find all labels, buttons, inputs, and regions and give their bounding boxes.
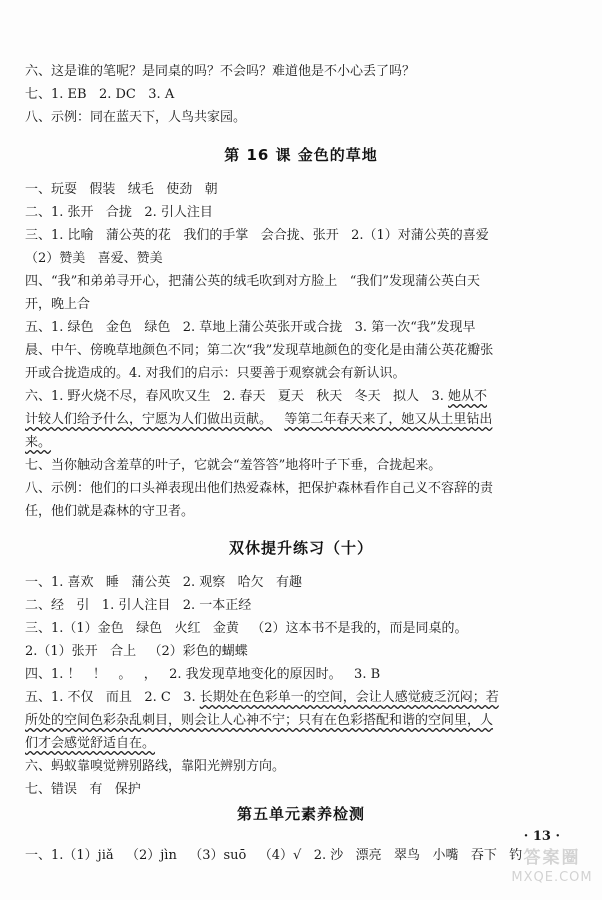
answer-line: 三、1.（1）金色 绿色 火红 金黄 （2）这本书不是我的，而是同桌的。 [25,621,468,636]
section-title-unit5-test: 第五单元素养检测 [236,805,365,823]
answer-line: 一、1. 喜欢 睡 蒲公英 2. 观察 哈欠 有趣 [25,575,303,590]
answer-line: 晨、中午、傍晚草地颜色不同；第二次“我”发现草地颜色的变化是由蒲公英花瓣张 [25,343,494,358]
answer-line: 任，他们就是森林的守卫者。 [25,504,195,519]
watermark-url: MXQE.COM [511,870,593,885]
page-number: · 13 · [523,829,560,844]
answer-line: 计较人们给予什么，宁愿为人们做出贡献。 等第二年春天来了，她又从土里钻出 [25,412,493,427]
answer-line: （2）赞美 喜爱、赞美 [25,251,163,266]
answer-line: 八、示例：同在蓝天下，人鸟共家园。 [25,110,247,125]
answer-line: 开或合拢造成的。4. 对我们的启示：只要善于观察就会有新认识。 [25,366,406,381]
answer-line: 六、这是谁的笔呢？是同桌的吗？不会吗？难道他是不小心丢了吗？ [25,64,416,79]
answer-line: 七、错误 有 保护 [25,782,141,797]
answer-line: 八、示例：他们的口头禅表现出他们热爱森林，把保护森林看作自己义不容辞的责 [25,481,494,496]
answer-line: 所处的空间色彩杂乱刺目，则会让人心神不宁；只有在色彩搭配和谐的空间里，人 [25,713,494,728]
answer-line: 七、1. EB 2. DC 3. A [25,87,175,102]
watermark-logo [508,848,596,894]
answer-line: 开，晚上合 [25,297,91,312]
answer-line: 五、1. 不仅 而且 2. C 3. 长期处在色彩单一的空间，会让人感觉疲乏沉闷；若 [25,690,499,705]
answer-line: 二、经 引 1. 引人注目 2. 一本正经 [25,598,252,613]
answer-line: 二、1. 张开 合拢 2. 引人注目 [25,205,213,220]
watermark-text: 答案圈 [523,848,581,868]
answer-line: 来。 [25,435,52,450]
answer-line: 五、1. 绿色 金色 绿色 2. 草地上蒲公英张开或合拢 3. 第一次“我”发现早 [25,320,476,335]
answer-line: 一、1.（1）jiǎ （2）jìn （3）suō （4）√ 2. 沙 漂亮 翠鸟 小嘴 吞下 钓 [25,848,523,863]
section-title-lesson16: 第 16 课 金色的草地 [224,146,378,164]
answer-line: 七、当你触动含羞草的叶子，它就会“羞答答”地将叶子下垂，合拢起来。 [25,458,442,473]
answer-line: 2.（1）张开 合上 （2）彩色的蝴蝶 [25,644,248,659]
answer-line: 三、1. 比喻 蒲公英的花 我们的手掌 会合拢、张开 2.（1）对蒲公英的喜爱 [25,228,489,243]
answer-line: 一、玩耍 假装 绒毛 使劲 朝 [25,182,218,197]
answer-line: 六、蚂蚁靠嗅觉辨别路线，靠阳光辨别方向。 [25,759,286,774]
answer-line: 六、1. 野火烧不尽，春风吹又生 2. 春天 夏天 秋天 冬天 拟人 3. 她从不 [25,389,488,404]
section-title-practice10: 双休提升练习（十） [228,539,373,557]
answer-line: 四、“我”和弟弟寻开心，把蒲公英的绒毛吹到对方脸上 “我们”发现蒲公英白天 [25,274,480,289]
answer-line: 们才会感觉舒适自在。 [25,736,156,751]
answer-line: 四、1. ！ ！ 。 ， 2. 我发现草地变化的原因时。 3. B [25,667,381,682]
